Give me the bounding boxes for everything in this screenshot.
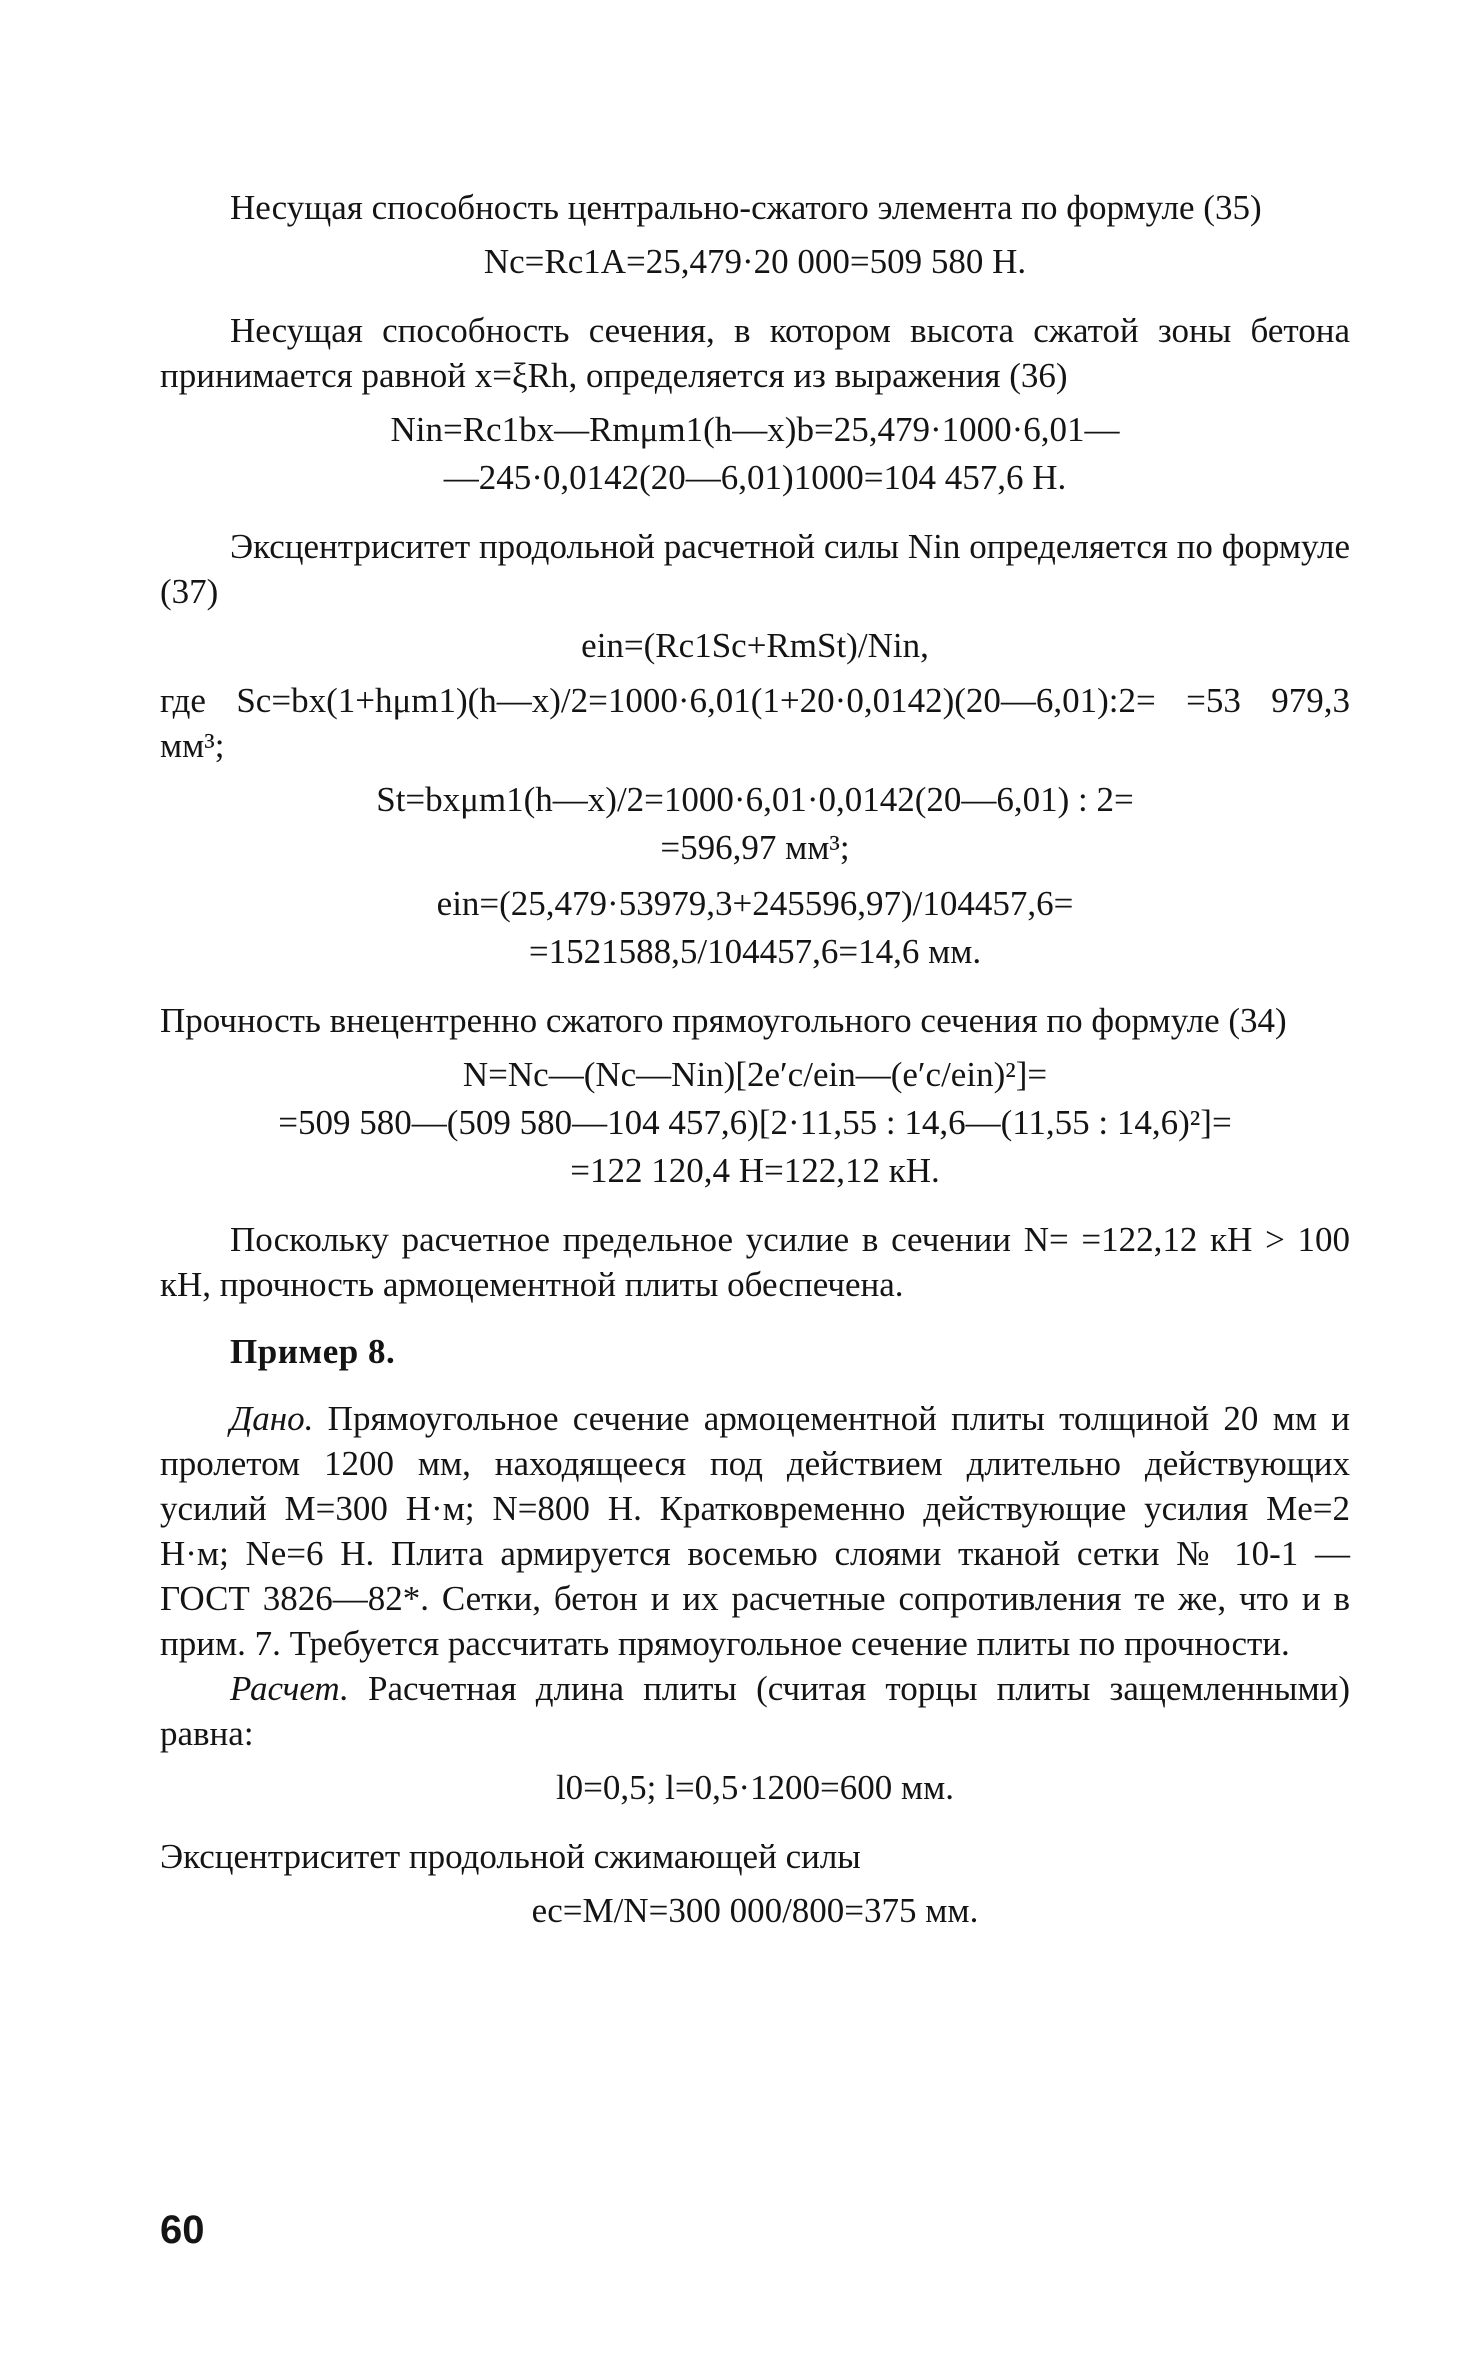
calc-text: Расчетная длина плиты (считая торцы плиты защемленными) равна: <box>160 1669 1351 1753</box>
equation-7: l0=0,5; l=0,5·1200=600 мм. <box>555 1768 955 1807</box>
paragraph-eccentricity: Эксцентриситет продольной сжимающей силы <box>160 1837 861 1876</box>
equation-2-line-1: Nin=Rc1bx—Rmμm1(h—x)b=25,479·1000·6,01— <box>390 410 1120 449</box>
paragraph-5: Прочность внецентренно сжатого прямоугольного сечения по формуле (34) <box>160 1001 1287 1040</box>
equation-5-line-1: ein=(25,479·53979,3+245596,97)/104457,6= <box>436 884 1074 923</box>
paragraph-where: где Sc=bx(1+hμm1)(h—x)/2=1000·6,01(1+20·0,0142)(20—6,01):2= =53 979,3 мм³; <box>160 681 1350 765</box>
given-label: Дано. <box>230 1399 314 1438</box>
equation-3: ein=(Rc1Sc+RmSt)/Nin, <box>581 626 929 665</box>
equation-1: Nc=Rc1A=25,479·20 000=509 580 Н. <box>483 242 1027 281</box>
given-text: Прямоугольное сечение армоцементной плиты толщиной 20 мм и пролетом 1200 мм, находящееся под действием длительно действующих усилий M=300 Н·м; N=800 Н. Кратковременно действующие усилия Me=2 Н·м; Ne=6 Н. Плита армируется восемью слоями тканой сетки № 10-1 — ГОСТ 3826—82*. Сетки, бетон и их расчетные сопротивления те же, что и в прим. 7. Требуется рассчитать прямоугольное сечение плиты по прочности. <box>160 1399 1350 1663</box>
equation-6-line-2: =509 580—(509 580—104 457,6)[2·11,55 : 14,6—(11,55 : 14,6)²]= <box>278 1103 1232 1142</box>
paragraph-1: Несущая способность центрально-сжатого элемента по формуле (35) <box>230 188 1262 227</box>
calc-paragraph <box>160 1666 1350 1756</box>
equation-6 <box>160 1051 1350 1195</box>
paragraph-2: Несущая способность сечения, в котором высота сжатой зоны бетона принимается равной x=ξRh, определяется из выражения (36) <box>160 311 1350 395</box>
page-content <box>160 185 1350 1943</box>
example-heading: Пример 8. <box>230 1332 396 1371</box>
equation-4 <box>160 776 1350 872</box>
equation-5-line-2: =1521588,5/104457,6=14,6 мм. <box>528 932 982 971</box>
equation-2-line-2: —245·0,0142(20—6,01)1000=104 457,6 Н. <box>443 458 1067 497</box>
equation-6-line-3: =122 120,4 Н=122,12 кН. <box>570 1151 940 1190</box>
calc-label: Расчет. <box>230 1669 349 1708</box>
equation-8: ec=M/N=300 000/800=375 мм. <box>531 1891 979 1930</box>
equation-4-line-1: St=bxμm1(h—x)/2=1000·6,01·0,0142(20—6,01) : 2= <box>376 780 1134 819</box>
paragraph-6: Поскольку расчетное предельное усилие в сечении N= =122,12 кН > 100 кН, прочность армоцементной плиты обеспечена. <box>160 1220 1350 1304</box>
paragraph-3: Эксцентриситет продольной расчетной силы Nin определяется по формуле (37) <box>160 527 1350 611</box>
equation-5 <box>160 880 1350 976</box>
equation-4-line-2: =596,97 мм³; <box>660 828 850 867</box>
page-number: 60 <box>160 2208 205 2252</box>
equation-6-line-1: N=Nc—(Nc—Nin)[2e′c/ein—(e′c/ein)²]= <box>462 1055 1048 1094</box>
given-paragraph <box>160 1396 1350 1666</box>
equation-2 <box>160 406 1350 502</box>
